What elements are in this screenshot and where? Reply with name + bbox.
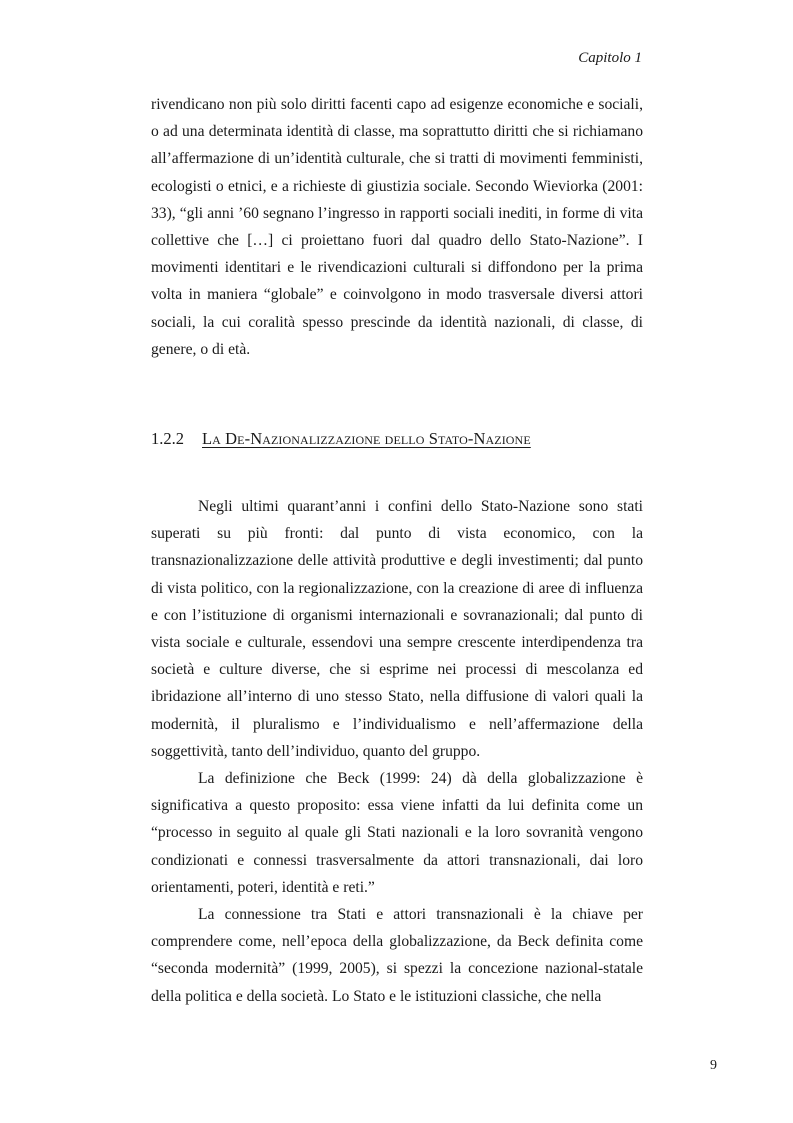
paragraph-2: La definizione che Beck (1999: 24) dà della globalizzazione è significativa a questo proposito: essa viene infatti da lui definita come un “processo in seguito al quale gli Stati nazionali e la loro sovranità vengono condizionati e connessi trasversalmente da attori transnazionali, dai loro orientamenti, poteri, identità e reti.”: [151, 770, 643, 896]
paragraph-1: Negli ultimi quarant’anni i confini dello Stato-Nazione sono stati superati su più fronti: dal punto di vista economico, con la transnazionalizzazione delle attività produttive e degli investimenti; dal punto di vista politico, con la regionalizzazione, con la creazione di aree di influenza e con l’istituzione di organismi internazionali e sovranazionali; dal punto di vista sociale e culturale, essendovi una sempre crescente interdipendenza tra società e culture diverse, che si esprime nei processi di mescolanza ed ibridazione all’interno di uno stesso Stato, nella diffusione di valori quali la modernità, il pluralismo e l’individualismo e nell’affermazione della soggettività, tanto dell’individuo, quanto del gruppo.: [151, 498, 643, 760]
running-header: Capitolo 1: [578, 50, 642, 66]
section-number: 1.2.2: [151, 429, 184, 448]
page-number: 9: [710, 1058, 717, 1073]
body-text-section: [151, 493, 643, 1010]
section-heading: [151, 426, 531, 452]
paragraph-continuation: rivendicano non più solo diritti facenti capo ad esigenze economiche e sociali, o ad una determinata identità di classe, ma soprattutto diritti che si richiamano all’affermazione di un’identità culturale, che si tratti di movimenti femministi, ecologisti o etnici, e a richieste di giustizia sociale. Secondo Wieviorka (2001: 33), “gli anni ’60 segnano l’ingresso in rapporti sociali inediti, in forme di vita collettive che […] ci proiettano fuori dal quadro dello Stato-Nazione”. I movimenti identitari e le rivendicazioni culturali si diffondono per la prima volta in maniera “globale” e coinvolgono in modo trasversale diversi attori sociali, la cui coralità spesso prescinde da identità nazionali, di classe, di genere, o di età.: [151, 96, 643, 358]
paragraph-3: La connessione tra Stati e attori transnazionali è la chiave per comprendere come, nell’epoca della globalizzazione, da Beck definita come “seconda modernità” (1999, 2005), si spezzi la concezione nazional-statale della politica e della società. Lo Stato e le istituzioni classiche, che nella: [151, 906, 643, 1005]
body-text-top: [151, 91, 643, 363]
section-title: La De-Nazionalizzazione dello Stato-Nazione: [202, 429, 531, 448]
